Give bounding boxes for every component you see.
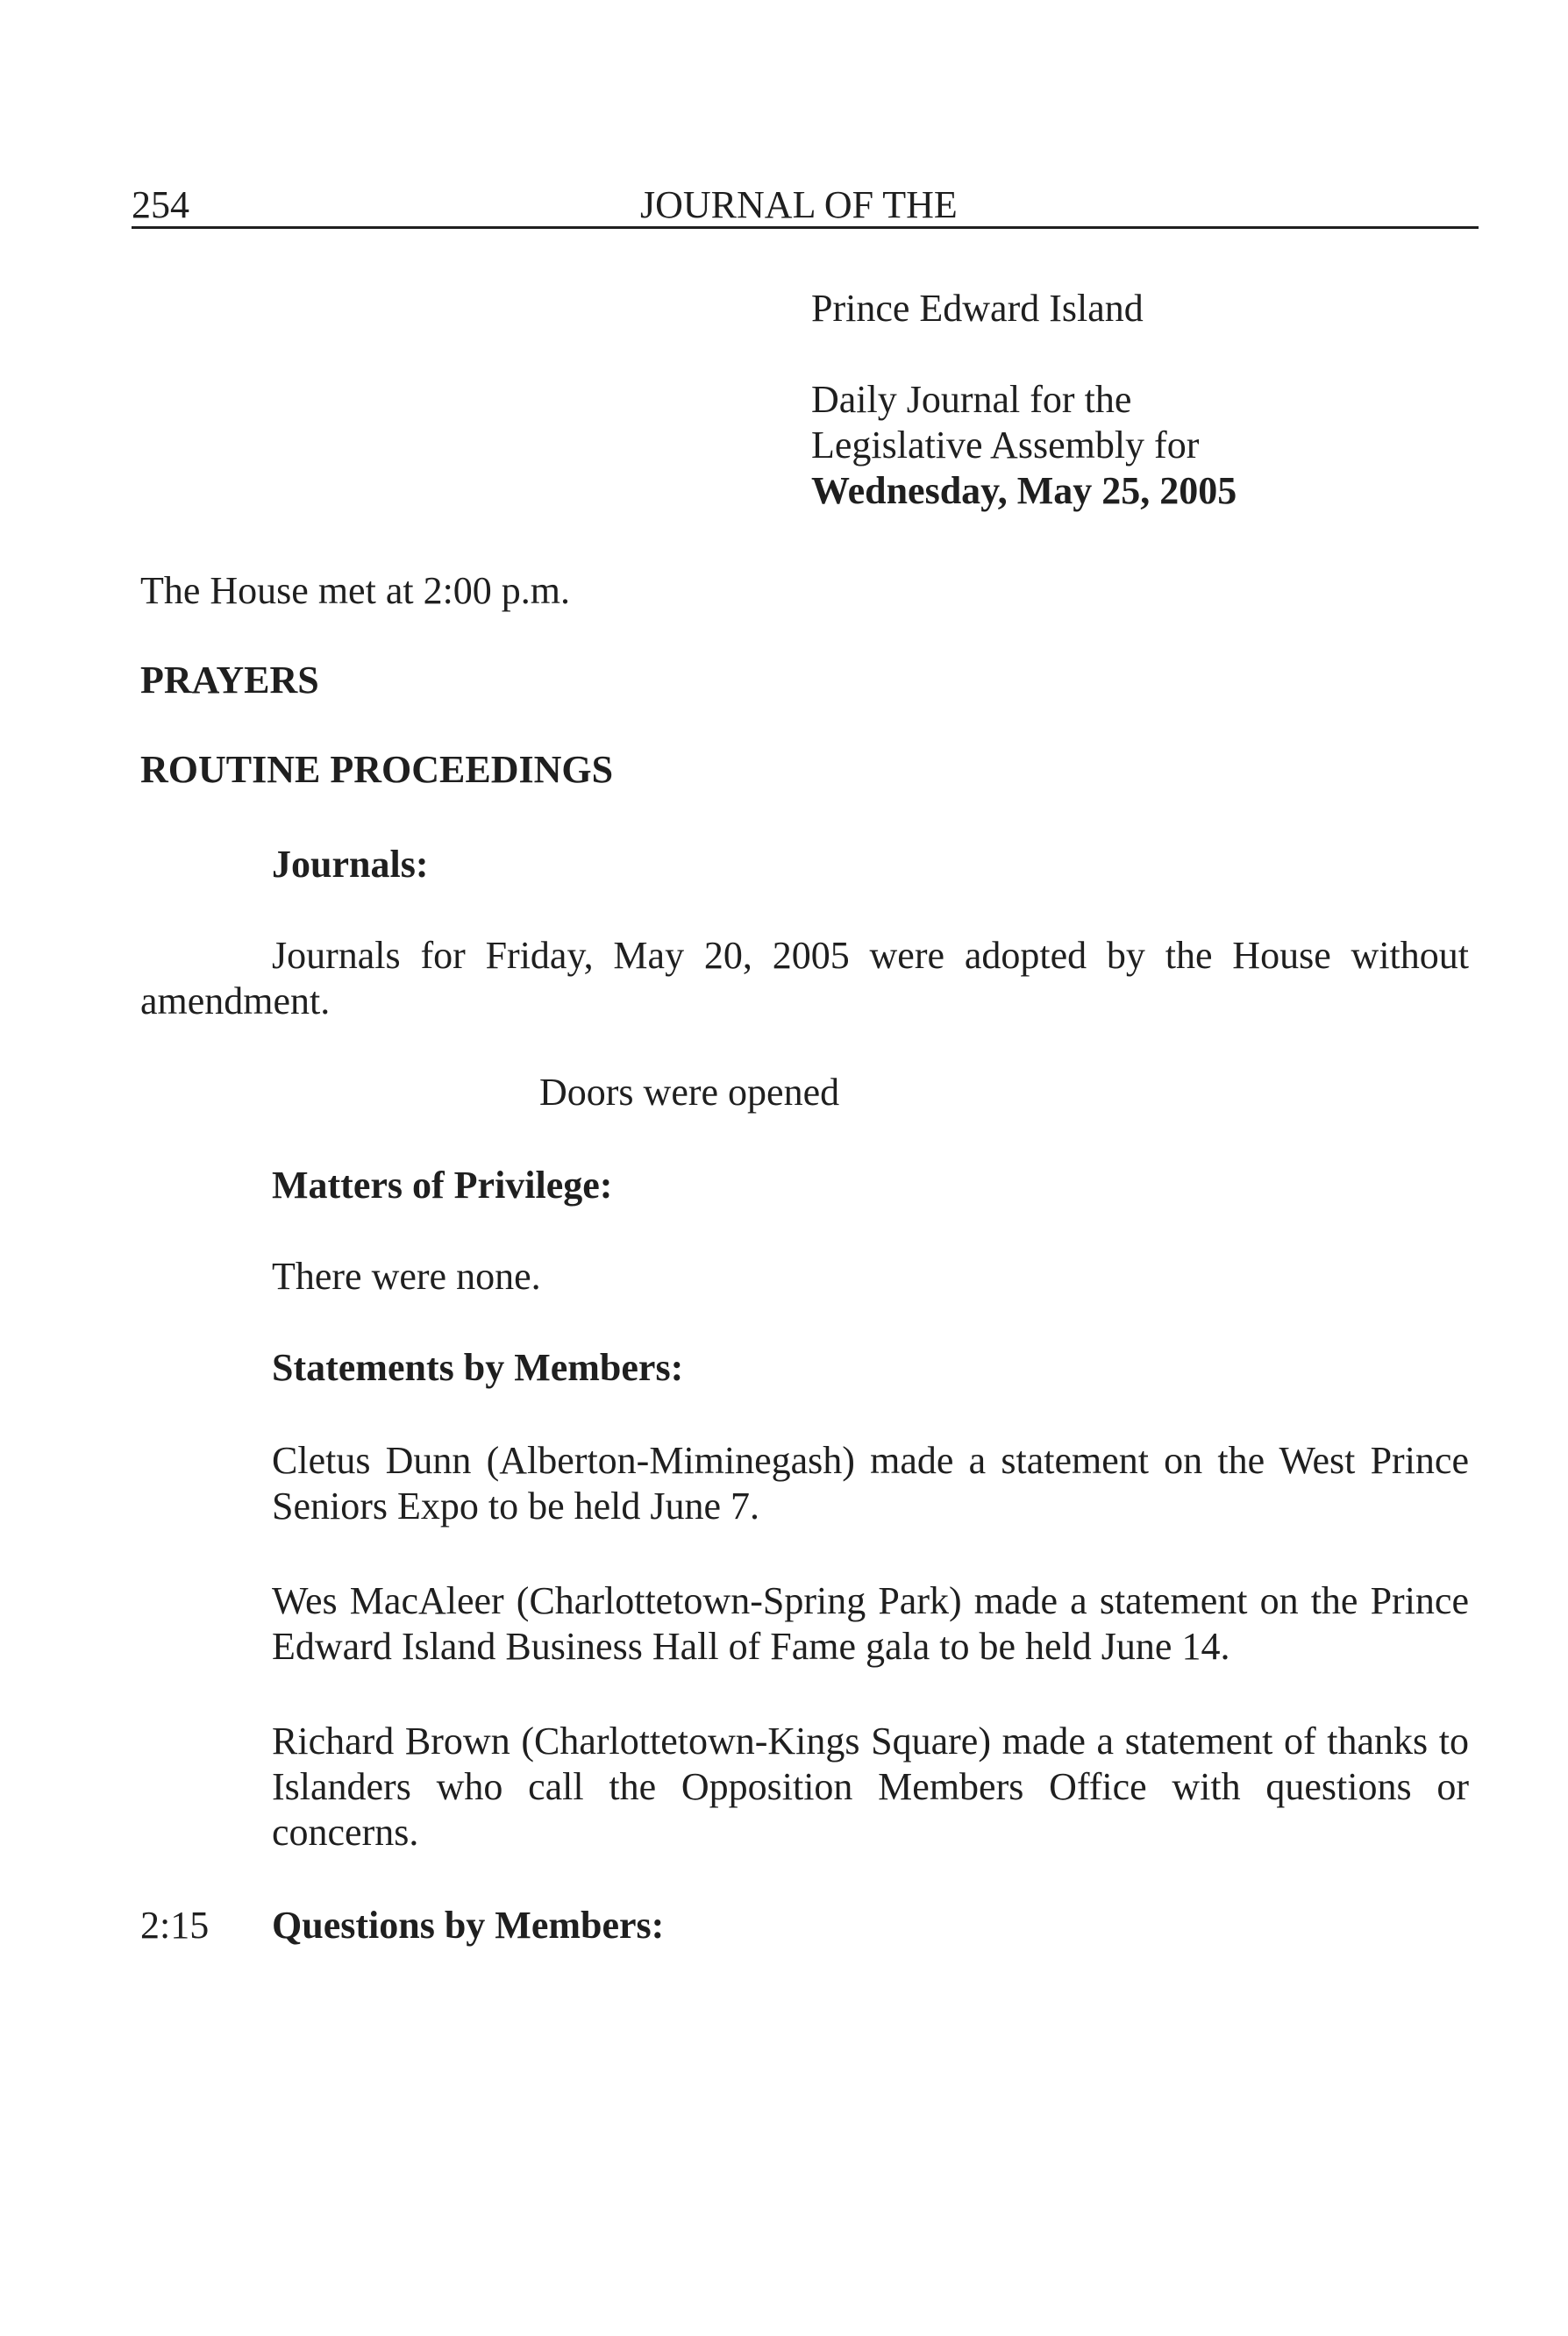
opening-line: The House met at 2:00 p.m. [140,569,571,612]
privilege-heading: Matters of Privilege: [272,1164,613,1207]
questions-heading: Questions by Members: [272,1904,665,1947]
doors-opened: Doors were opened [539,1071,840,1114]
masthead-province: Prince Edward Island [811,287,1144,330]
page-number: 254 [132,183,189,226]
questions-time: 2:15 [140,1904,210,1947]
masthead-line-2: Legislative Assembly for [811,424,1200,466]
masthead-date: Wednesday, May 25, 2005 [811,469,1237,512]
statement-item: Wes MacAleer (Charlottetown-Spring Park) made a statement on the Prince Edward Island Business Hall of Fame gala to be held June 14. [272,1579,1469,1668]
prayers-heading: PRAYERS [140,659,319,702]
journals-heading: Journals: [272,843,429,886]
statements-heading: Statements by Members: [272,1346,684,1389]
header-rule [132,226,1479,229]
running-title: JOURNAL OF THE [640,183,958,226]
masthead-line-1: Daily Journal for the [811,378,1132,421]
journals-text: Journals for Friday, May 20, 2005 were adopted by the House without amendment. [140,934,1469,1022]
privilege-text: There were none. [272,1255,541,1298]
statement-item: Cletus Dunn (Alberton-Miminegash) made a statement on the West Prince Seniors Expo to be held June 7. [272,1439,1469,1528]
statement-item: Richard Brown (Charlottetown-Kings Square) made a statement of thanks to Islanders who call the Opposition Members Office with questions or concerns. [272,1720,1469,1854]
routine-heading: ROUTINE PROCEEDINGS [140,748,614,791]
